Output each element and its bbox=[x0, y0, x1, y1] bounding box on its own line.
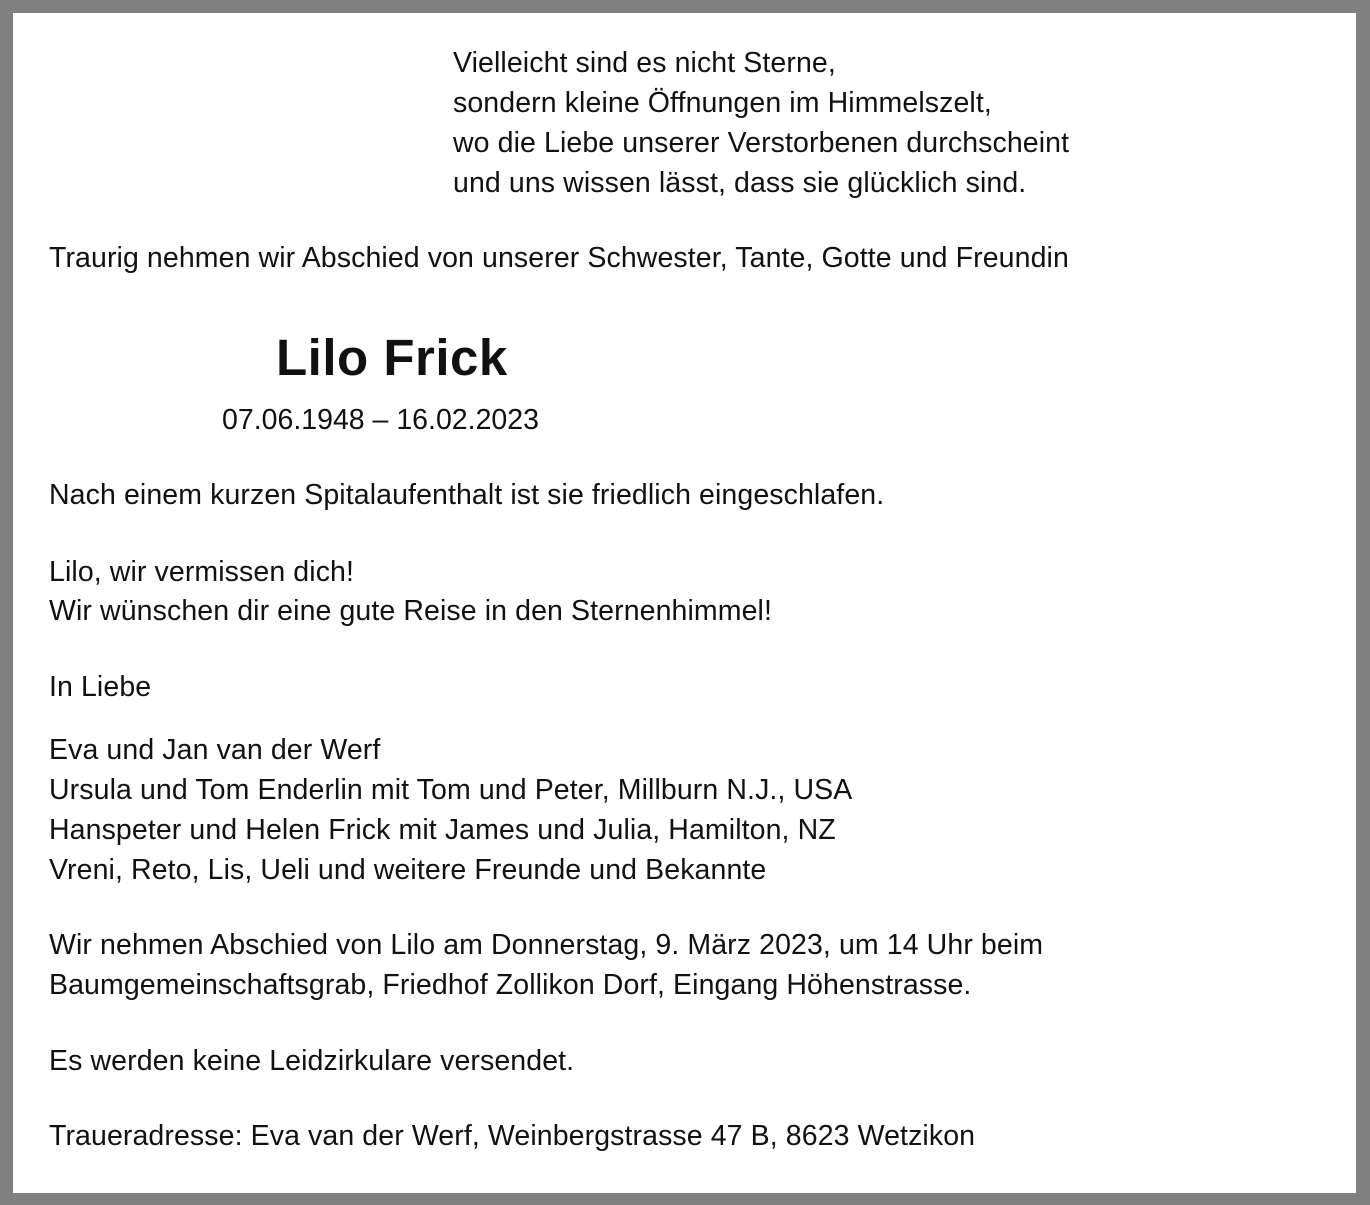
passing-message: Nach einem kurzen Spitalaufenthalt ist sie friedlich eingeschlafen. bbox=[49, 479, 885, 511]
poem-line: sondern kleine Öffnungen im Himmelszelt, bbox=[453, 87, 992, 119]
poem-line: wo die Liebe unserer Verstorbenen durchscheint bbox=[453, 127, 1070, 159]
mourner-line: Vreni, Reto, Lis, Ueli und weitere Freunde und Bekannte bbox=[49, 854, 767, 886]
mourner-line: Eva und Jan van der Werf bbox=[49, 734, 381, 766]
mourner-line: Hanspeter und Helen Frick mit James und Julia, Hamilton, NZ bbox=[49, 814, 836, 846]
mourner-line: Ursula und Tom Enderlin mit Tom und Peter, Millburn N.J., USA bbox=[49, 774, 853, 806]
farewell-line: Lilo, wir vermissen dich! bbox=[49, 556, 355, 588]
closing-text: In Liebe bbox=[49, 671, 152, 703]
circular-notice: Es werden keine Leidzirkulare versendet. bbox=[49, 1045, 575, 1077]
deceased-name: Lilo Frick bbox=[276, 329, 508, 386]
intro-text: Traurig nehmen wir Abschied von unserer Schwester, Tante, Gotte und Freundin bbox=[49, 242, 1069, 274]
poem-line: Vielleicht sind es nicht Sterne, bbox=[453, 47, 836, 79]
ceremony-line: Wir nehmen Abschied von Lilo am Donnerstag, 9. März 2023, um 14 Uhr beim bbox=[49, 929, 1044, 961]
obituary-page bbox=[13, 13, 1356, 1193]
poem-line: und uns wissen lässt, dass sie glücklich sind. bbox=[453, 167, 1027, 199]
ceremony-line: Baumgemeinschaftsgrab, Friedhof Zollikon Dorf, Eingang Höhenstrasse. bbox=[49, 969, 972, 1001]
mourning-address: Traueradresse: Eva van der Werf, Weinbergstrasse 47 B, 8623 Wetzikon bbox=[49, 1120, 976, 1152]
life-dates: 07.06.1948 – 16.02.2023 bbox=[222, 404, 539, 436]
farewell-line: Wir wünschen dir eine gute Reise in den Sternenhimmel! bbox=[49, 595, 773, 627]
